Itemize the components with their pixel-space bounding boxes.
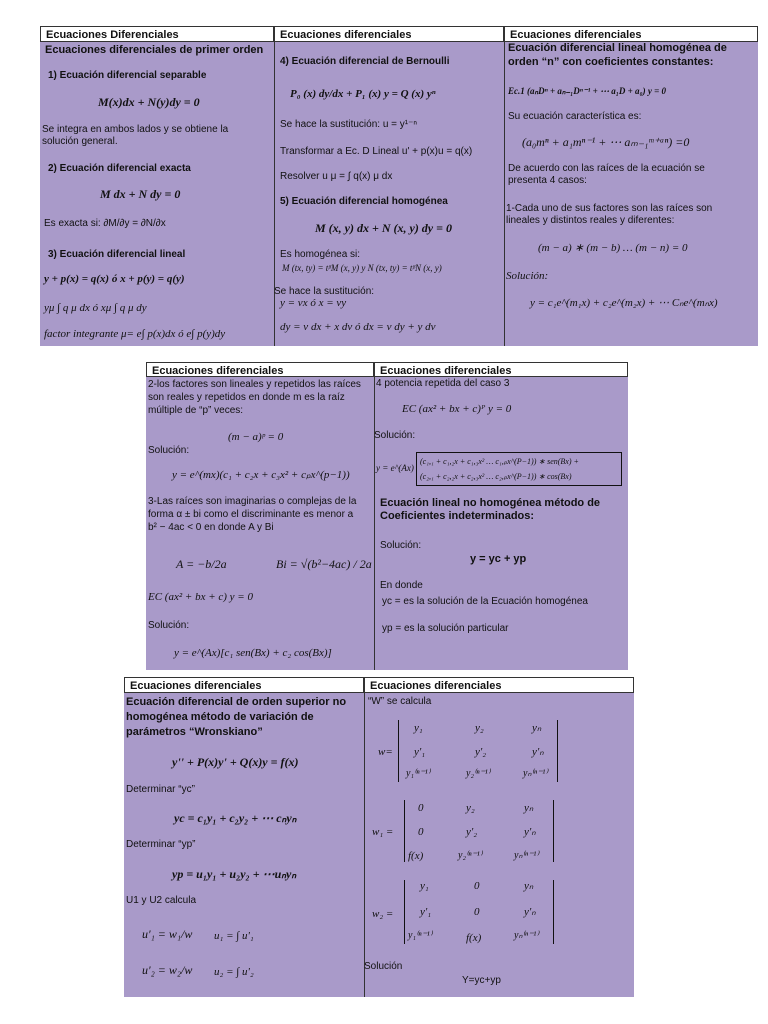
- header-col-2: Ecuaciones diferenciales: [274, 26, 504, 42]
- matrix-w2-cell: yₙ: [524, 880, 534, 892]
- text-resolve: Resolver u μ = ∫ q(x) μ dx: [280, 171, 393, 182]
- text-case2-3: múltiple de “p” veces:: [148, 405, 244, 416]
- text-u-calc: U1 y U2 calcula: [126, 895, 197, 906]
- equation-ec-quadratic: EC (ax² + bx + c) y = 0: [148, 591, 253, 603]
- section-wronskian-2: homogénea método de variación de: [126, 711, 314, 723]
- header-mid-1: Ecuaciones diferenciales: [146, 362, 374, 377]
- text-exact-condition: Es exacta si: ∂M/∂y = ∂N/∂x: [44, 218, 166, 229]
- matrix-w2-cell: f(x): [466, 932, 482, 944]
- text-case3-2: forma α ± bi como el discriminante es menor a: [148, 509, 354, 520]
- matrix-w1-cell: y₂⁽ⁿ⁻¹⁾: [458, 850, 483, 861]
- matrix-w2-cell: y'ₙ: [524, 906, 536, 918]
- equation-characteristic: (a₀mⁿ + a₁mⁿ⁻¹ + ⋯ aₘ₋₁ᵐ⁺ᵃⁿ) =0: [522, 135, 690, 149]
- header-col-3: Ecuaciones diferenciales: [504, 26, 758, 42]
- section-constant-coeff-2: orden “n” con coeficientes constantes:: [508, 56, 714, 68]
- label-solution-5: Solución:: [380, 540, 422, 551]
- equation-linear: y + p(x) = q(x) ó x + p(y) = q(y): [44, 273, 185, 285]
- text-roots-1: De acuerdo con las raíces de la ecuación se: [508, 163, 705, 174]
- header-mid-2: Ecuaciones diferenciales: [374, 362, 628, 377]
- matrix-w1-cell: f(x): [408, 850, 424, 862]
- divider: [374, 362, 375, 670]
- equation-u2: u₂ = ∫ u'₂: [214, 966, 254, 978]
- text-case2-1: 2-los factores son lineales y repetidos las raíces: [148, 379, 361, 390]
- section-homogeneous: 5) Ecuación diferencial homogénea: [280, 196, 448, 207]
- section-undetermined-2: Coeficientes indeterminados:: [380, 510, 535, 522]
- matrix-w2-cell: yₙ⁽ⁿ⁻¹⁾: [514, 930, 539, 941]
- matrix-w1-cell: y'ₙ: [524, 826, 536, 838]
- matrix-w-cell: y'ₙ: [532, 746, 544, 758]
- matrix-w1-cell: 0: [418, 802, 424, 814]
- header-bot-2: Ecuaciones diferenciales: [364, 677, 634, 693]
- label-solution-4: Solución:: [374, 430, 416, 441]
- matrix-w2-cell: y₁⁽ⁿ⁻¹⁾: [408, 930, 433, 941]
- text-roots-2: presenta 4 casos:: [508, 175, 587, 186]
- equation-repeated: (m − a)ᵖ = 0: [228, 431, 284, 443]
- equation-yp: yp = u₁y₁ + u₂y₂ + ⋯uₙyₙ: [172, 867, 297, 881]
- matrix-w-cell: yₙ⁽ⁿ⁻¹⁾: [523, 768, 548, 779]
- matrix-w-cell: y'₁: [414, 746, 426, 758]
- matrix-w2-cell: 0: [474, 880, 480, 892]
- equation-factors: (m − a) ∗ (m − b) … (m − n) = 0: [538, 242, 688, 254]
- text-transform-linear: Transformar a Ec. D Lineal u' + p(x)u = q(x): [280, 146, 473, 157]
- text-determine-yp: Determinar “yp”: [126, 839, 196, 850]
- header-bot-1: Ecuaciones diferenciales: [124, 677, 364, 693]
- section-wronskian-1: Ecuación diferencial de orden superior no: [126, 696, 347, 708]
- text-integrate: Se integra en ambos lados y se obtiene la: [42, 124, 229, 135]
- equation-exact: M dx + N dy = 0: [100, 187, 181, 201]
- text-case1-1: 1-Cada uno de sus factores son las raíces son: [506, 203, 713, 214]
- text-homogeneous-if: Es homogénea si:: [280, 249, 361, 260]
- label-w2: w₂ =: [372, 908, 394, 920]
- equation-solution-distinct: y = c₁e^(m₁x) + c₂e^(m₂x) + ⋯ Cₙe^(mₙx): [530, 297, 718, 309]
- text-general-solution: solución general.: [42, 136, 118, 147]
- equation-A: A = −b/2a: [176, 557, 227, 571]
- divider: [504, 26, 505, 346]
- matrix-w1-cell: 0: [418, 826, 424, 838]
- label-solution-2: Solución:: [148, 445, 190, 456]
- matrix-w2-cell: 0: [474, 906, 480, 918]
- equation-y-yc-yp: y = yc + yp: [470, 553, 527, 565]
- matrix-w1-cell: y₂: [466, 802, 475, 814]
- text-case3-1: 3-Las raíces son imaginarias o complejas de la: [148, 496, 357, 507]
- equation-u1-prime: u'₁ = w₁/w: [142, 927, 193, 941]
- section-exact: 2) Ecuación diferencial exacta: [48, 163, 191, 174]
- equation-integrating-factor: factor integrante μ= e∫ p(x)dx ó e∫ p(y)dy: [44, 328, 226, 340]
- equation-yc: yc = c₁y₁ + c₂y₂ + ⋯ cₙyₙ: [174, 811, 297, 825]
- equation-case4-line2: (c₂,₁ + c₂,₂x + c₂,₃x² … c₂,ₚx^(P−1)) ∗ cos(Bx): [420, 472, 572, 481]
- equation-ec1: Ec.1 (aₙDⁿ + aₙ₋₁Dⁿ⁻¹ + ⋯ a₁D + a₀) y = 0: [508, 86, 667, 96]
- matrix-w1-cell: yₙ⁽ⁿ⁻¹⁾: [514, 850, 539, 861]
- matrix-w-cell: y'₂: [475, 746, 487, 758]
- section-undetermined-1: Ecuación lineal no homogénea método de: [380, 497, 601, 509]
- text-substitution-2: Se hace la sustitución:: [274, 286, 375, 297]
- divider: [364, 677, 365, 997]
- equation-case4-line1: (c₁,₁ + c₁,₂x + c₁,₃x² … c₁,ₚx^(P−1)) ∗ sen(Bx) +: [420, 457, 579, 466]
- matrix-w2-cell: y₁: [420, 880, 429, 892]
- equation-separable: M(x)dx + N(y)dy = 0: [98, 95, 200, 109]
- section-wronskian-3: parámetros “Wronskiano”: [126, 726, 263, 738]
- text-yc-def: yc = es la solución de la Ecuación homogénea: [382, 596, 588, 607]
- section-separable: 1) Ecuación diferencial separable: [48, 70, 207, 81]
- text-where: En donde: [380, 580, 423, 591]
- text-characteristic: Su ecuación característica es:: [508, 111, 642, 122]
- label-solution: Solución:: [506, 270, 549, 282]
- equation-differential: dy = v dx + x dv ó dx = v dy + y dv: [280, 321, 436, 333]
- equation-homogeneous-condition: M (tx, ty) = tᵝM (x, y) y N (tx, ty) = tᵝN (x, y): [282, 263, 442, 273]
- label-w: w=: [378, 746, 393, 758]
- divider: [274, 26, 275, 346]
- header-col-1: Ecuaciones Diferenciales: [40, 26, 274, 42]
- text-w-calc: “W” se calcula: [368, 696, 432, 707]
- matrix-w-cell: yₙ: [532, 722, 542, 734]
- matrix-w-cell: y₂: [475, 722, 484, 734]
- section-linear: 3) Ecuación diferencial lineal: [48, 249, 186, 260]
- equation-u1: u₁ = ∫ u'₁: [214, 930, 254, 942]
- equation-bernoulli: P₀ (x) dy/dx + P₁ (x) y = Q (x) yⁿ: [290, 88, 436, 100]
- text-case1-2: lineales y distintos reales y diferentes:: [506, 215, 675, 226]
- text-case3-3: b² − 4ac < 0 en donde A y Bi: [148, 522, 274, 533]
- equation-case4: EC (ax² + bx + c)ᴾ y = 0: [402, 403, 512, 415]
- text-substitution: Se hace la sustitución: u = y¹⁻ⁿ: [280, 119, 418, 130]
- equation-final: Y=yc+yp: [462, 975, 501, 986]
- subheader-first-order: Ecuaciones diferenciales de primer orden: [40, 42, 274, 57]
- equation-linear-solution: yμ ∫ q μ dx ó xμ ∫ q μ dy: [44, 302, 147, 314]
- equation-nonhomog: y'' + P(x)y' + Q(x)y = f(x): [172, 755, 299, 769]
- matrix-w-cell: y₂⁽ⁿ⁻¹⁾: [466, 768, 491, 779]
- text-determine-yc: Determinar “yc”: [126, 784, 195, 795]
- label-solution-final: Solución: [364, 961, 403, 972]
- equation-solution-complex: y = e^(Ax)[c₁ sen(Bx) + c₂ cos(Bx)]: [174, 647, 332, 659]
- section-constant-coeff-1: Ecuación diferencial lineal homogénea de: [508, 42, 727, 54]
- equation-solution-repeated: y = e^(mx)(c₁ + c₂x + c₃x² + cₚx^(p−1)): [172, 469, 350, 481]
- matrix-w-cell: y₁: [414, 722, 423, 734]
- equation-homogeneous: M (x, y) dx + N (x, y) dy = 0: [315, 221, 452, 235]
- text-case2-2: son reales y repetidos en donde m es la raíz: [148, 392, 345, 403]
- equation-case4-prefix: y = e^(Ax): [376, 463, 414, 473]
- matrix-w-cell: y₁⁽ⁿ⁻¹⁾: [406, 768, 431, 779]
- text-case4: 4 potencia repetida del caso 3: [376, 378, 510, 389]
- equation-u2-prime: u'₂ = w₂/w: [142, 963, 193, 977]
- text-yp-def: yp = es la solución particular: [382, 623, 509, 634]
- label-w1: w₁ =: [372, 826, 394, 838]
- label-solution-3: Solución:: [148, 620, 190, 631]
- equation-Bi: Bi = √(b²−4ac) / 2a: [276, 557, 372, 571]
- matrix-w2-cell: y'₁: [420, 906, 432, 918]
- matrix-w1-cell: yₙ: [524, 802, 534, 814]
- equation-substitution: y = vx ó x = vy: [280, 297, 347, 309]
- matrix-w1-cell: y'₂: [466, 826, 478, 838]
- section-bernoulli: 4) Ecuación diferencial de Bernoulli: [280, 56, 450, 67]
